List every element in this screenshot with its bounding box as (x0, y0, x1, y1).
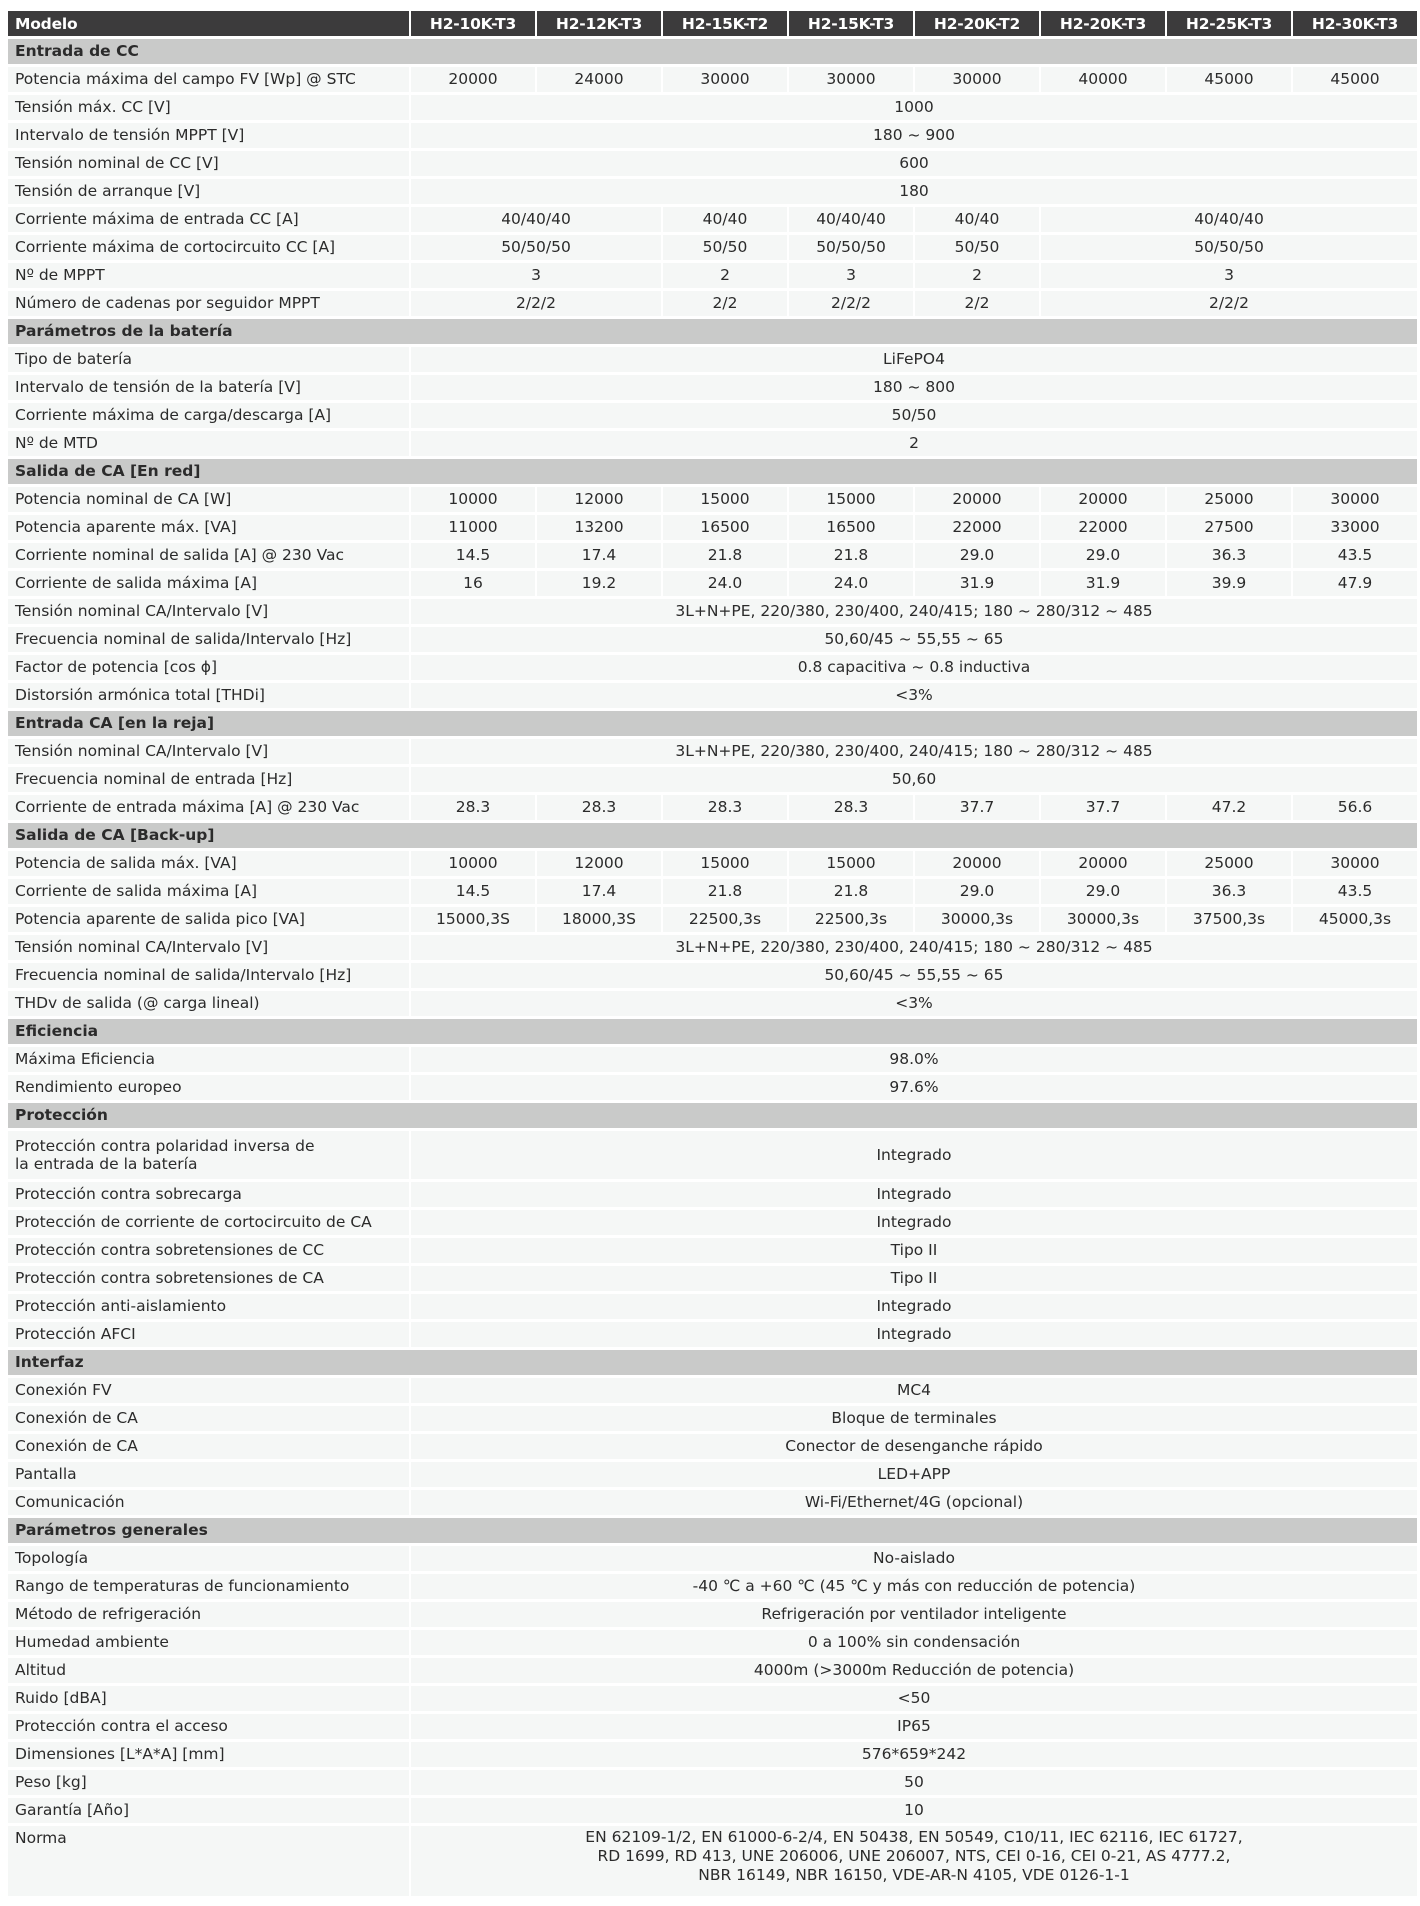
spec-value: 50/50 (411, 403, 1417, 428)
spec-value: 20000 (915, 487, 1039, 512)
spec-value: 30000 (789, 67, 913, 92)
spec-label: Conexión de CA (8, 1406, 409, 1431)
spec-value: 0.8 capacitiva ~ 0.8 inductiva (411, 655, 1417, 680)
spec-value: 3L+N+PE, 220/380, 230/400, 240/415; 180 ~ 280/312 ~ 485 (411, 739, 1417, 764)
spec-value: 22500,3s (789, 907, 913, 932)
spec-label: Potencia nominal de CA [W] (8, 487, 409, 512)
spec-value: 22500,3s (663, 907, 787, 932)
spec-value: 50/50 (663, 235, 787, 260)
spec-row (8, 1131, 1417, 1179)
model-header: H2-10K-T3 (411, 11, 535, 36)
section-title: Entrada de CC (8, 39, 1417, 64)
spec-label: Máxima Eficiencia (8, 1047, 409, 1072)
spec-row (8, 683, 1417, 708)
spec-row (8, 1047, 1417, 1072)
section-header-row (8, 319, 1417, 344)
spec-value: Integrado (411, 1294, 1417, 1319)
spec-value: 24.0 (663, 571, 787, 596)
model-header: H2-20K-T3 (1041, 11, 1165, 36)
spec-value: 28.3 (789, 795, 913, 820)
spec-value: 16500 (789, 515, 913, 540)
spec-value: 2/2 (915, 291, 1039, 316)
spec-row (8, 1462, 1417, 1487)
spec-label: Distorsión armónica total [THDi] (8, 683, 409, 708)
spec-value: IP65 (411, 1714, 1417, 1739)
spec-value: 3 (789, 263, 913, 288)
spec-label: Tensión nominal CA/Intervalo [V] (8, 599, 409, 624)
spec-value: 21.8 (789, 879, 913, 904)
spec-value: 10000 (411, 851, 535, 876)
spec-label: Dimensiones [L*A*A] [mm] (8, 1742, 409, 1767)
spec-value: Integrado (411, 1131, 1417, 1179)
spec-value: 576*659*242 (411, 1742, 1417, 1767)
spec-row (8, 1770, 1417, 1795)
spec-row (8, 1266, 1417, 1291)
spec-value: 40/40/40 (411, 207, 661, 232)
spec-row (8, 935, 1417, 960)
spec-value: 12000 (537, 487, 661, 512)
section-header-row (8, 1103, 1417, 1128)
model-header: H2-15K-T2 (663, 11, 787, 36)
spec-value: 24.0 (789, 571, 913, 596)
spec-label: Conexión de CA (8, 1434, 409, 1459)
spec-value: 40/40/40 (1041, 207, 1417, 232)
section-header-row (8, 39, 1417, 64)
spec-value: 25000 (1167, 487, 1291, 512)
spec-row (8, 1714, 1417, 1739)
spec-row (8, 1742, 1417, 1767)
spec-label: Garantía [Año] (8, 1798, 409, 1823)
spec-label: Tensión nominal de CC [V] (8, 151, 409, 176)
spec-value: 21.8 (663, 543, 787, 568)
spec-value: 50/50/50 (789, 235, 913, 260)
spec-row (8, 1658, 1417, 1683)
spec-row (8, 879, 1417, 904)
spec-label: Ruido [dBA] (8, 1686, 409, 1711)
spec-row (8, 1238, 1417, 1263)
spec-label: Tensión nominal CA/Intervalo [V] (8, 739, 409, 764)
spec-row (8, 767, 1417, 792)
spec-row (8, 263, 1417, 288)
spec-value: 3 (1041, 263, 1417, 288)
spec-value: LED+APP (411, 1462, 1417, 1487)
spec-label: Número de cadenas por seguidor MPPT (8, 291, 409, 316)
spec-row (8, 403, 1417, 428)
spec-row (8, 1434, 1417, 1459)
spec-row (8, 1378, 1417, 1403)
spec-label: Tensión máx. CC [V] (8, 95, 409, 120)
spec-row (8, 991, 1417, 1016)
spec-value: 17.4 (537, 879, 661, 904)
spec-label: Protección de corriente de cortocircuito de CA (8, 1210, 409, 1235)
spec-value: 40/40 (915, 207, 1039, 232)
spec-row (8, 375, 1417, 400)
spec-row (8, 795, 1417, 820)
spec-value: 30000 (663, 67, 787, 92)
spec-row (8, 655, 1417, 680)
spec-label: Tipo de batería (8, 347, 409, 372)
spec-value: 50/50/50 (411, 235, 661, 260)
spec-row (8, 739, 1417, 764)
spec-value: 50,60/45 ~ 55,55 ~ 65 (411, 963, 1417, 988)
spec-value: EN 62109-1/2, EN 61000-6-2/4, EN 50438, EN 50549, C10/11, IEC 62116, IEC 61727, RD 1699, RD 413, UNE 206006, UNE 206007, NTS, CEI 0-16, CEI 0-21, AS 4777.2, NBR 16149, NBR 16150, VDE-AR-N 4105, VDE 0126-1-1 (411, 1826, 1417, 1896)
spec-label: Protección AFCI (8, 1322, 409, 1347)
spec-value: 39.9 (1167, 571, 1291, 596)
spec-value: 40000 (1041, 67, 1165, 92)
spec-label: THDv de salida (@ carga lineal) (8, 991, 409, 1016)
spec-label: Pantalla (8, 1462, 409, 1487)
spec-value: 2/2/2 (789, 291, 913, 316)
spec-value: 29.0 (1041, 879, 1165, 904)
spec-value: 47.9 (1293, 571, 1417, 596)
section-title: Protección (8, 1103, 1417, 1128)
spec-value: Integrado (411, 1210, 1417, 1235)
spec-value: 29.0 (1041, 543, 1165, 568)
section-title: Salida de CA [En red] (8, 459, 1417, 484)
spec-value: 10 (411, 1798, 1417, 1823)
spec-row (8, 1490, 1417, 1515)
spec-label: Frecuencia nominal de salida/Intervalo [Hz] (8, 627, 409, 652)
spec-value: 17.4 (537, 543, 661, 568)
spec-table (6, 8, 1419, 1899)
spec-value: Wi-Fi/Ethernet/4G (opcional) (411, 1490, 1417, 1515)
spec-row (8, 907, 1417, 932)
spec-value: 2 (663, 263, 787, 288)
section-header-row (8, 1019, 1417, 1044)
spec-value: 31.9 (915, 571, 1039, 596)
spec-value: Integrado (411, 1322, 1417, 1347)
section-title: Entrada CA [en la reja] (8, 711, 1417, 736)
spec-label: Protección contra polaridad inversa de la entrada de la batería (8, 1131, 409, 1179)
spec-value: MC4 (411, 1378, 1417, 1403)
spec-label: Corriente nominal de salida [A] @ 230 Vac (8, 543, 409, 568)
spec-label: Altitud (8, 1658, 409, 1683)
spec-row (8, 151, 1417, 176)
spec-value: 30000 (1293, 851, 1417, 876)
spec-value: 29.0 (915, 879, 1039, 904)
spec-label: Frecuencia nominal de salida/Intervalo [Hz] (8, 963, 409, 988)
model-header: H2-30K-T3 (1293, 11, 1417, 36)
spec-value: Refrigeración por ventilador inteligente (411, 1602, 1417, 1627)
spec-value: No-aislado (411, 1546, 1417, 1571)
spec-value: 12000 (537, 851, 661, 876)
spec-value: 18000,3S (537, 907, 661, 932)
spec-value: 50,60/45 ~ 55,55 ~ 65 (411, 627, 1417, 652)
spec-value: 15000 (789, 851, 913, 876)
spec-value: -40 ℃ a +60 ℃ (45 ℃ y más con reducción de potencia) (411, 1574, 1417, 1599)
spec-value: 50/50 (915, 235, 1039, 260)
spec-row (8, 1322, 1417, 1347)
spec-value: Tipo II (411, 1266, 1417, 1291)
spec-value: 19.2 (537, 571, 661, 596)
spec-value: 28.3 (537, 795, 661, 820)
spec-label: Corriente de salida máxima [A] (8, 571, 409, 596)
spec-label: Nº de MTD (8, 431, 409, 456)
spec-row (8, 1182, 1417, 1207)
spec-value: 56.6 (1293, 795, 1417, 820)
spec-value: 2/2/2 (1041, 291, 1417, 316)
spec-label: Rango de temperaturas de funcionamiento (8, 1574, 409, 1599)
spec-row (8, 67, 1417, 92)
spec-label: Protección contra sobretensiones de CC (8, 1238, 409, 1263)
spec-value: <3% (411, 991, 1417, 1016)
spec-value: 43.5 (1293, 879, 1417, 904)
section-header-row (8, 459, 1417, 484)
spec-value: 45000 (1167, 67, 1291, 92)
spec-value: 36.3 (1167, 879, 1291, 904)
spec-row (8, 1630, 1417, 1655)
spec-value: 14.5 (411, 879, 535, 904)
spec-value: 30000 (1293, 487, 1417, 512)
spec-value: 98.0% (411, 1047, 1417, 1072)
spec-row (8, 235, 1417, 260)
spec-value: 20000 (915, 851, 1039, 876)
spec-value: Integrado (411, 1182, 1417, 1207)
section-title: Salida de CA [Back-up] (8, 823, 1417, 848)
spec-value: 1000 (411, 95, 1417, 120)
spec-value: 16 (411, 571, 535, 596)
spec-value: 180 ~ 800 (411, 375, 1417, 400)
section-title: Parámetros de la batería (8, 319, 1417, 344)
spec-value: 13200 (537, 515, 661, 540)
spec-label: Conexión FV (8, 1378, 409, 1403)
spec-row (8, 543, 1417, 568)
spec-label: Norma (8, 1826, 409, 1896)
spec-value: 14.5 (411, 543, 535, 568)
spec-label: Corriente máxima de entrada CC [A] (8, 207, 409, 232)
spec-value: 50 (411, 1770, 1417, 1795)
spec-value: 43.5 (1293, 543, 1417, 568)
spec-label: Protección contra sobretensiones de CA (8, 1266, 409, 1291)
spec-row (8, 515, 1417, 540)
spec-value: 40/40 (663, 207, 787, 232)
spec-value: 37.7 (1041, 795, 1165, 820)
spec-row (8, 291, 1417, 316)
spec-label: Peso [kg] (8, 1770, 409, 1795)
spec-value: 45000,3s (1293, 907, 1417, 932)
spec-value: 15000,3S (411, 907, 535, 932)
spec-body (8, 39, 1417, 1896)
spec-row (8, 1798, 1417, 1823)
spec-value: 50,60 (411, 767, 1417, 792)
model-header: H2-25K-T3 (1167, 11, 1291, 36)
spec-value: <50 (411, 1686, 1417, 1711)
spec-value: 36.3 (1167, 543, 1291, 568)
spec-value: 16500 (663, 515, 787, 540)
spec-row (8, 431, 1417, 456)
spec-value: Tipo II (411, 1238, 1417, 1263)
spec-value: 2 (411, 431, 1417, 456)
spec-label: Tensión de arranque [V] (8, 179, 409, 204)
spec-value: 180 (411, 179, 1417, 204)
spec-value: 600 (411, 151, 1417, 176)
spec-value: 97.6% (411, 1075, 1417, 1100)
spec-label: Frecuencia nominal de entrada [Hz] (8, 767, 409, 792)
spec-value: 29.0 (915, 543, 1039, 568)
spec-row (8, 571, 1417, 596)
spec-row (8, 599, 1417, 624)
spec-value: 31.9 (1041, 571, 1165, 596)
spec-value: 21.8 (789, 543, 913, 568)
spec-value: 2 (915, 263, 1039, 288)
spec-row (8, 851, 1417, 876)
spec-value: 30000 (915, 67, 1039, 92)
spec-row (8, 627, 1417, 652)
section-title: Interfaz (8, 1350, 1417, 1375)
spec-row (8, 123, 1417, 148)
spec-row (8, 1406, 1417, 1431)
spec-value: 30000,3s (1041, 907, 1165, 932)
model-header: H2-20K-T2 (915, 11, 1039, 36)
section-header-row (8, 823, 1417, 848)
spec-value: 0 a 100% sin condensación (411, 1630, 1417, 1655)
spec-value: 33000 (1293, 515, 1417, 540)
spec-label: Protección contra el acceso (8, 1714, 409, 1739)
spec-value: 27500 (1167, 515, 1291, 540)
spec-label: Nº de MPPT (8, 263, 409, 288)
spec-value: 2/2 (663, 291, 787, 316)
spec-value: 37.7 (915, 795, 1039, 820)
spec-label: Factor de potencia [cos ϕ] (8, 655, 409, 680)
spec-value: 25000 (1167, 851, 1291, 876)
section-header-row (8, 1518, 1417, 1543)
spec-value: 3L+N+PE, 220/380, 230/400, 240/415; 180 ~ 280/312 ~ 485 (411, 935, 1417, 960)
spec-row (8, 207, 1417, 232)
spec-value: 22000 (915, 515, 1039, 540)
spec-row (8, 347, 1417, 372)
spec-value: 180 ~ 900 (411, 123, 1417, 148)
spec-label: Corriente de entrada máxima [A] @ 230 Vac (8, 795, 409, 820)
spec-value: 15000 (663, 851, 787, 876)
spec-value: 4000m (>3000m Reducción de potencia) (411, 1658, 1417, 1683)
spec-label: Corriente máxima de cortocircuito CC [A] (8, 235, 409, 260)
spec-value: 15000 (789, 487, 913, 512)
spec-label: Topología (8, 1546, 409, 1571)
spec-value: 11000 (411, 515, 535, 540)
section-title: Parámetros generales (8, 1518, 1417, 1543)
spec-value: LiFePO4 (411, 347, 1417, 372)
spec-row (8, 1546, 1417, 1571)
model-header: H2-15K-T3 (789, 11, 913, 36)
spec-value: 30000,3s (915, 907, 1039, 932)
spec-row (8, 1686, 1417, 1711)
spec-label: Corriente máxima de carga/descarga [A] (8, 403, 409, 428)
spec-value: 2/2/2 (411, 291, 661, 316)
model-header: H2-12K-T3 (537, 11, 661, 36)
spec-value: 10000 (411, 487, 535, 512)
spec-row (8, 1826, 1417, 1896)
spec-value: 37500,3s (1167, 907, 1291, 932)
spec-value: 40/40/40 (789, 207, 913, 232)
spec-value: 28.3 (411, 795, 535, 820)
spec-row (8, 1294, 1417, 1319)
spec-label: Potencia aparente máx. [VA] (8, 515, 409, 540)
section-header-row (8, 1350, 1417, 1375)
spec-value: 15000 (663, 487, 787, 512)
spec-row (8, 1602, 1417, 1627)
spec-value: <3% (411, 683, 1417, 708)
spec-row (8, 1574, 1417, 1599)
spec-value: 20000 (1041, 487, 1165, 512)
spec-label: Humedad ambiente (8, 1630, 409, 1655)
spec-row (8, 95, 1417, 120)
spec-value: 22000 (1041, 515, 1165, 540)
model-header-label: Modelo (8, 11, 409, 36)
spec-value: 50/50/50 (1041, 235, 1417, 260)
spec-value: Bloque de terminales (411, 1406, 1417, 1431)
spec-row (8, 179, 1417, 204)
spec-value: 3 (411, 263, 661, 288)
spec-label: Potencia aparente de salida pico [VA] (8, 907, 409, 932)
spec-row (8, 1075, 1417, 1100)
spec-label: Tensión nominal CA/Intervalo [V] (8, 935, 409, 960)
spec-value: 20000 (1041, 851, 1165, 876)
spec-label: Potencia máxima del campo FV [Wp] @ STC (8, 67, 409, 92)
spec-label: Protección contra sobrecarga (8, 1182, 409, 1207)
spec-value: 28.3 (663, 795, 787, 820)
spec-label: Intervalo de tensión MPPT [V] (8, 123, 409, 148)
header-row (8, 11, 1417, 36)
spec-label: Corriente de salida máxima [A] (8, 879, 409, 904)
spec-value: 3L+N+PE, 220/380, 230/400, 240/415; 180 ~ 280/312 ~ 485 (411, 599, 1417, 624)
spec-value: 21.8 (663, 879, 787, 904)
spec-label: Método de refrigeración (8, 1602, 409, 1627)
section-header-row (8, 711, 1417, 736)
spec-row (8, 963, 1417, 988)
spec-value: 20000 (411, 67, 535, 92)
spec-label: Rendimiento europeo (8, 1075, 409, 1100)
spec-label: Protección anti-aislamiento (8, 1294, 409, 1319)
spec-value: 24000 (537, 67, 661, 92)
spec-row (8, 1210, 1417, 1235)
spec-label: Potencia de salida máx. [VA] (8, 851, 409, 876)
spec-value: Conector de desenganche rápido (411, 1434, 1417, 1459)
spec-row (8, 487, 1417, 512)
spec-label: Intervalo de tensión de la batería [V] (8, 375, 409, 400)
section-title: Eficiencia (8, 1019, 1417, 1044)
spec-value: 47.2 (1167, 795, 1291, 820)
spec-label: Comunicación (8, 1490, 409, 1515)
spec-value: 45000 (1293, 67, 1417, 92)
